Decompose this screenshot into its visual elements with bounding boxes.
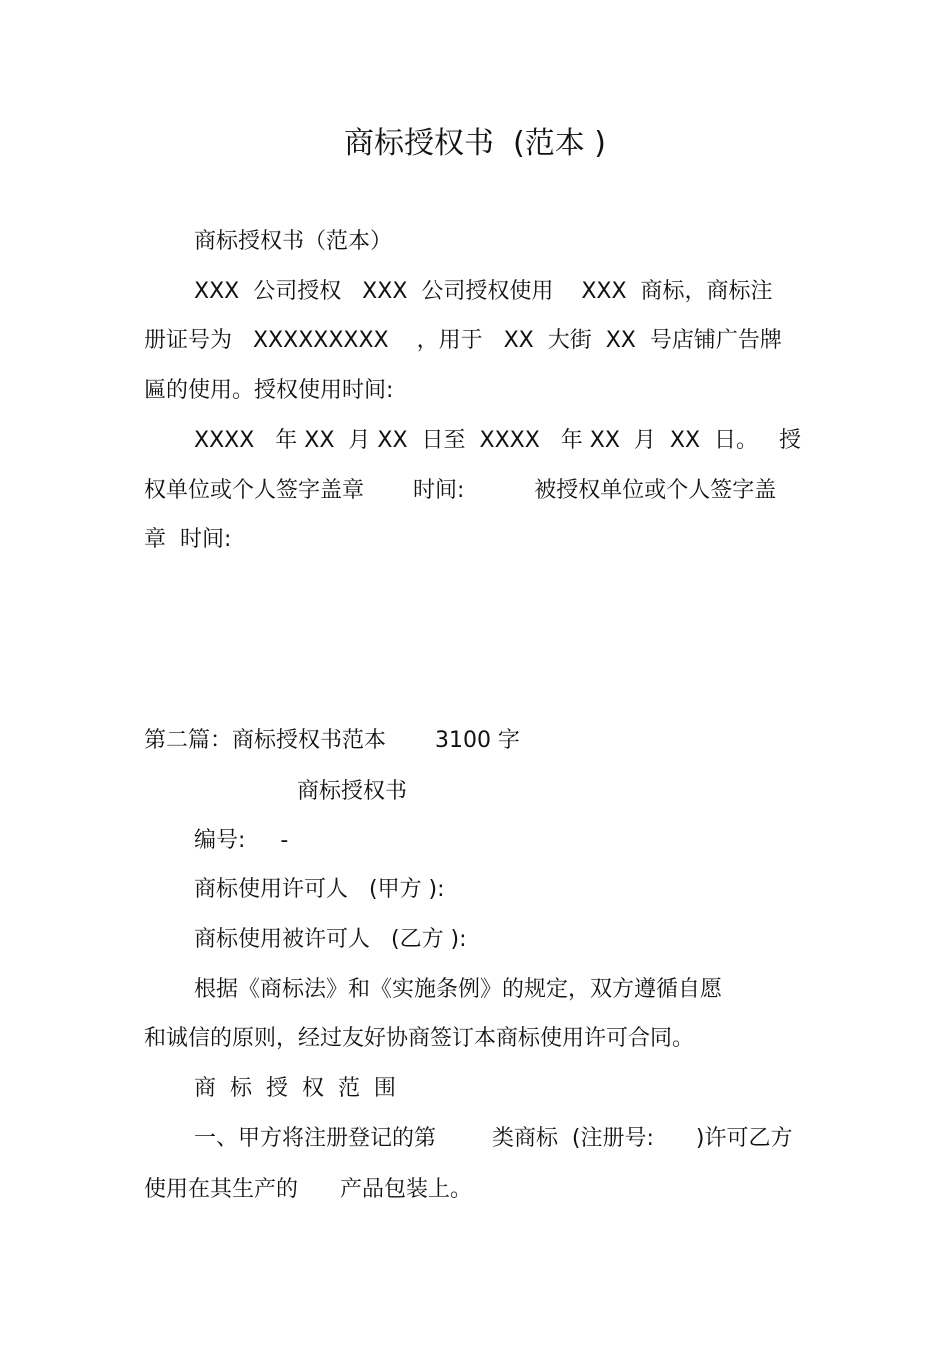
basis-line2: 和诚信的原则，经过友好协商签订本商标使用许可合同。: [144, 1026, 695, 1051]
document-title: 商标授权书 (范本 ): [343, 126, 607, 161]
part2-subtitle: 商标授权书: [297, 779, 408, 804]
part2-heading: 第二篇：商标授权书范本 3100 字: [144, 728, 520, 753]
part1-paragraph1-line2: 册证号为 XXXXXXXXX ，用于 XX 大街 XX 号店铺广告牌: [144, 328, 782, 353]
licensee-line: 商标使用被许可人 (乙方 ):: [194, 927, 467, 952]
part1-heading: 商标授权书（范本）: [194, 229, 393, 254]
licensor-line: 商标使用许可人 (甲方 ):: [194, 877, 445, 902]
clause1-line2: 使用在其生产的 产品包装上。: [144, 1177, 472, 1202]
part1-paragraph2-line2: 权单位或个人签字盖章 时间: 被授权单位或个人签字盖: [144, 478, 777, 503]
clause1-line1: 一、甲方将注册登记的第 类商标 (注册号: )许可乙方: [194, 1126, 793, 1151]
basis-line1: 根据《商标法》和《实施条例》的规定，双方遵循自愿: [194, 977, 723, 1002]
part1-paragraph1-line3: 匾的使用。授权使用时间:: [144, 378, 394, 403]
document-number: 编号: -: [194, 828, 289, 853]
part1-paragraph2-line1: XXXX 年 XX 月 XX 日至 XXXX 年 XX 月 XX 日。 授: [194, 428, 801, 453]
part1-paragraph1-line1: XXX 公司授权 XXX 公司授权使用 XXX 商标，商标注: [194, 279, 773, 304]
part1-paragraph2-line3: 章 时间:: [144, 527, 232, 552]
scope-heading: 商 标 授 权 范 围: [194, 1076, 396, 1101]
